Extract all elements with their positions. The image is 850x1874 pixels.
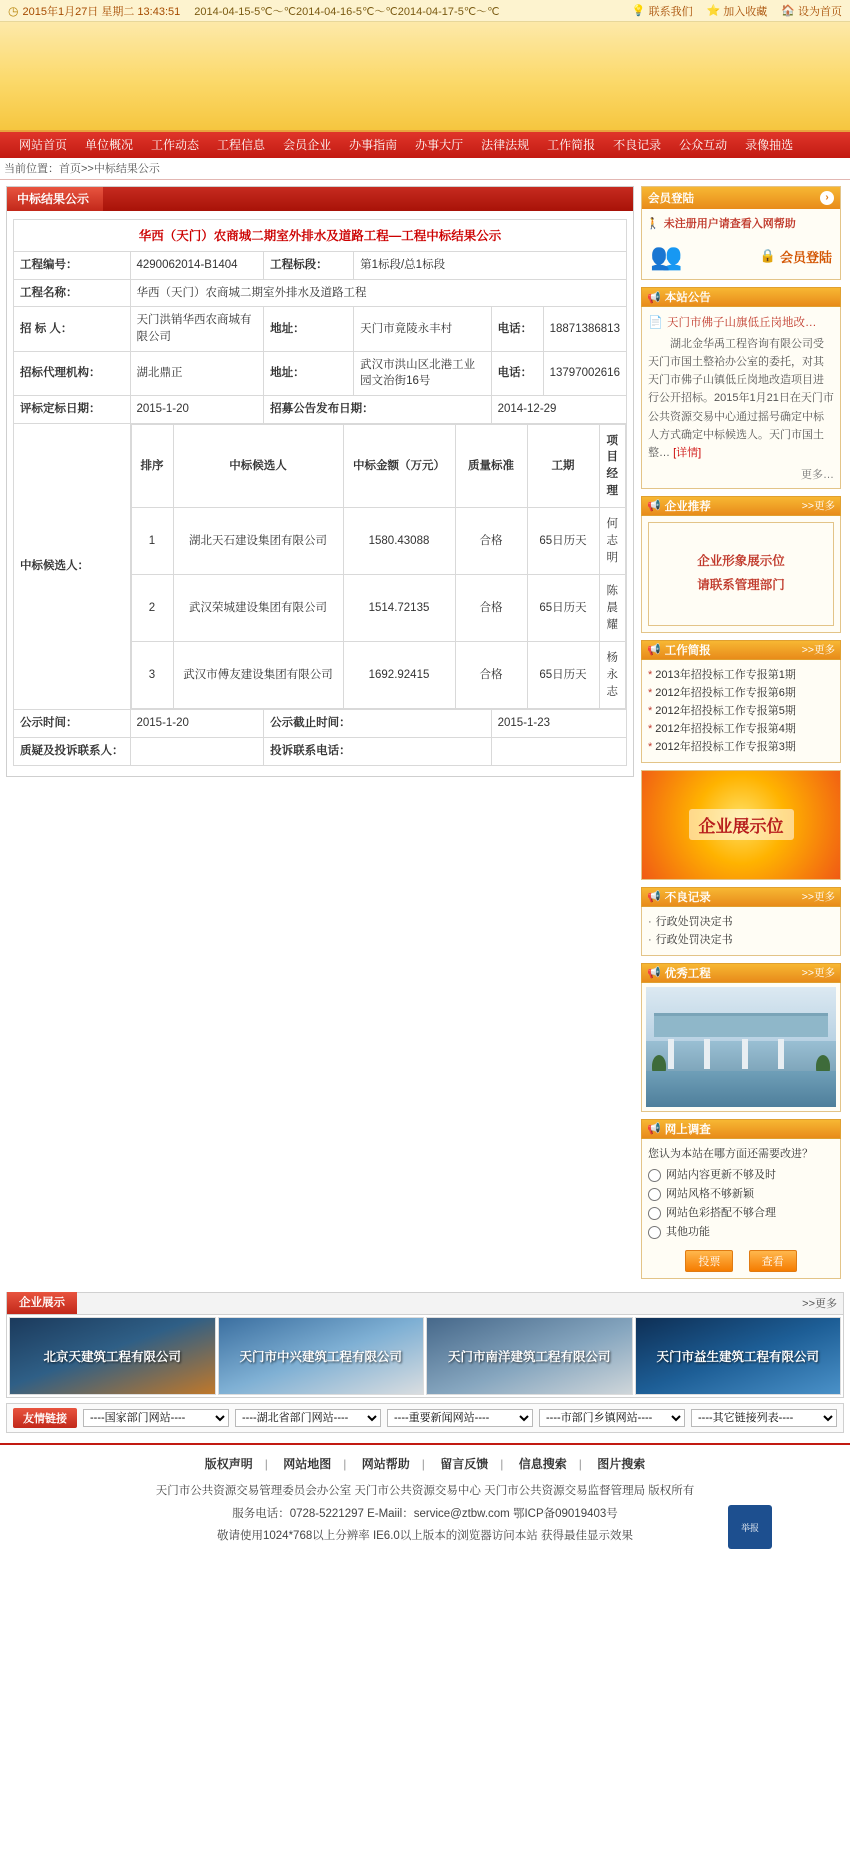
bad-record-more[interactable]: >>更多 — [801, 891, 835, 904]
cell-amount: 1514.72135 — [343, 575, 455, 642]
login-main-row — [642, 237, 840, 279]
enterprise-banner-4[interactable] — [635, 1317, 842, 1395]
project-name-label: 工程名称： — [14, 279, 131, 307]
bad-record-module — [641, 887, 841, 956]
divider: | — [421, 1456, 425, 1471]
footer-browser-line: 敬请使用1024*768以上分辨率 IE6.0以上版本的浏览器访问本站 获得最佳显示效果 — [217, 1530, 633, 1543]
cell-quality: 合格 — [455, 508, 527, 575]
poll-option-1[interactable] — [648, 1166, 834, 1185]
work-bulletin-header — [641, 640, 841, 660]
nav-item-video-selection[interactable]: 录像抽选 — [745, 138, 794, 152]
company-recommend-title: 企业推荐 — [664, 500, 711, 513]
bad-record-title: 不良记录 — [664, 891, 711, 904]
friend-links-select-other[interactable] — [691, 1409, 837, 1427]
star-icon: * — [648, 668, 653, 681]
photo-column — [668, 1039, 674, 1069]
view-results-button[interactable]: 查看 — [749, 1250, 797, 1272]
cell-candidate: 湖北天石建设集团有限公司 — [173, 508, 343, 575]
speaker-icon: 📢 — [647, 500, 661, 513]
table-row — [131, 575, 626, 642]
complaint-tel-value — [491, 738, 626, 766]
footer-link-copyright[interactable]: 版权声明 — [204, 1456, 253, 1471]
speaker-icon: 📢 — [647, 644, 661, 657]
divider: | — [578, 1456, 582, 1471]
report-badge-label: 举报 — [740, 1522, 759, 1533]
friend-links-bar — [6, 1403, 844, 1433]
candidate-table — [131, 424, 627, 710]
bad-record-item-label: 行政处罚决定书 — [655, 915, 733, 928]
poll-buttons — [648, 1242, 834, 1272]
main-navigation — [0, 132, 850, 158]
nav-item-member-companies[interactable]: 会员企业 — [283, 138, 332, 152]
friend-links-select-city[interactable] — [539, 1409, 685, 1427]
eval-date-label: 评标定标日期： — [14, 396, 131, 424]
company-recommend-header — [641, 496, 841, 516]
login-header — [642, 187, 840, 209]
work-bulletin-body — [641, 660, 841, 763]
deadline-label: 公示截止时间： — [264, 710, 492, 738]
login-box — [641, 186, 841, 280]
bad-record-item-label: 行政处罚决定书 — [655, 933, 733, 946]
agent-tel-value: 13797002616 — [543, 351, 626, 395]
work-bulletin-more[interactable]: >>更多 — [801, 644, 835, 657]
result-panel — [6, 186, 634, 777]
bulletin-item-label: 2012年招投标工作专报第3期 — [655, 740, 796, 753]
bullet-icon: · — [648, 933, 652, 946]
chevron-right-icon[interactable]: › — [820, 191, 834, 205]
section-label: 工程标段： — [264, 252, 354, 280]
bidder-address-value: 天门市竟陵永丰村 — [354, 307, 492, 351]
poll-question: 您认为本站在哪方面还需要改进？ — [648, 1147, 813, 1160]
notice-text — [648, 335, 834, 462]
project-name-value: 华西（天门）农商城二期室外排水及道路工程 — [130, 279, 627, 307]
cell-candidate: 武汉市傅友建设集团有限公司 — [173, 642, 343, 709]
cell-duration: 65日历天 — [527, 508, 599, 575]
speaker-icon: 📢 — [647, 967, 661, 980]
cell-amount: 1580.43088 — [343, 508, 455, 575]
poll-option-3[interactable] — [648, 1204, 834, 1223]
list-item[interactable] — [648, 702, 834, 720]
table-row — [14, 710, 627, 738]
agent-address-value: 武汉市洪山区北港工业园文治街16号 — [354, 351, 492, 395]
bidder-tel-value: 18871386813 — [543, 307, 626, 351]
eval-date-value: 2015-1-20 — [130, 396, 264, 424]
footer-contact-line: 服务电话：0728-5221297 E-Maiil：service@ztbw.com 鄂ICP备09019403号 — [232, 1507, 618, 1520]
table-row — [14, 396, 627, 424]
speaker-icon: 📢 — [647, 891, 661, 904]
enterprise-banner-1[interactable] — [9, 1317, 216, 1395]
set-homepage-link[interactable] — [781, 3, 842, 19]
poll-radio-4[interactable] — [648, 1226, 661, 1239]
footer-links — [0, 1455, 850, 1472]
excellent-project-header — [641, 963, 841, 983]
table-row — [131, 642, 626, 709]
notice-text-content: 湖北金华禹工程咨询有限公司受天门市国土整袷办公室的委托，对其天门市佛子山镇低丘岗地改造项目进行公开招标。2015年1月21日在天门市公共资源交易中心通过摇号确定中标人方式确定中标候选人。天门市国土整… — [648, 338, 834, 459]
publish-time-value: 2015-1-20 — [130, 710, 264, 738]
work-bulletin-module — [641, 640, 841, 763]
enterprise-banner-2[interactable] — [218, 1317, 425, 1395]
result-panel-body — [7, 211, 633, 776]
company-showcase-banner[interactable] — [641, 770, 841, 880]
promo-placeholder[interactable] — [648, 522, 834, 626]
document-title: 华西（天门）农商城二期室外排水及道路工程—工程中标结果公示 — [13, 219, 627, 251]
result-panel-tab: 中标结果公示 — [7, 187, 103, 211]
agent-value: 湖北鼎正 — [130, 351, 264, 395]
list-item[interactable] — [648, 684, 834, 702]
enterprise-showcase — [6, 1292, 844, 1398]
list-item[interactable] — [648, 666, 834, 684]
agent-address-label: 地址： — [264, 351, 354, 395]
nav-item-home[interactable]: 网站首页 — [19, 138, 68, 152]
top-bar — [0, 0, 850, 22]
col-quality: 质量标准 — [455, 424, 527, 508]
promo-line-2: 请联系管理部门 — [697, 577, 785, 592]
agent-tel-label: 电话： — [491, 351, 543, 395]
excellent-project-module — [641, 963, 841, 1112]
poll-option-4[interactable] — [648, 1223, 834, 1242]
nav-item-guide[interactable]: 办事指南 — [349, 138, 398, 152]
footer-link-feedback[interactable]: 留言反馈 — [440, 1456, 489, 1471]
speaker-icon: 📢 — [647, 1123, 661, 1136]
list-item[interactable] — [648, 720, 834, 738]
cell-candidate: 武汉荣城建设集团有限公司 — [173, 575, 343, 642]
person-icon: 🚶 — [646, 217, 660, 230]
poll-option-1-label: 网站内容更新不够及时 — [666, 1168, 776, 1181]
cell-manager: 陈晨耀 — [599, 575, 626, 642]
section-value: 第1标段/总1标段 — [354, 252, 627, 280]
poll-option-3-label: 网站色彩搭配不够合理 — [666, 1206, 776, 1219]
current-datetime: 2015年1月27日 星期二 13:43:51 — [22, 5, 181, 18]
friend-links-title: 友情链接 — [13, 1408, 77, 1428]
nav-item-project-info[interactable]: 工程信息 — [217, 138, 266, 152]
poll-radio-3[interactable] — [648, 1207, 661, 1220]
company-recommend-more[interactable]: >>更多 — [801, 500, 835, 513]
home-icon: 🏠 — [781, 5, 795, 17]
notice-headline: 天门市佛子山旗低丘岗地改… — [666, 317, 817, 329]
doc-icon: 📄 — [648, 315, 663, 329]
star-icon: ⭐ — [706, 5, 721, 17]
enterprise-showcase-title: 企业展示 — [7, 1292, 77, 1314]
contact-us-label: 联系我们 — [648, 5, 693, 18]
table-row — [14, 307, 627, 351]
nav-item-bad-record[interactable]: 不良记录 — [613, 138, 662, 152]
list-item[interactable] — [648, 931, 834, 949]
deadline-value: 2015-1-23 — [491, 710, 626, 738]
poll-option-2-label: 网站风格不够新颖 — [666, 1187, 754, 1200]
result-panel-header — [7, 187, 633, 211]
vote-button[interactable]: 投票 — [685, 1250, 733, 1272]
enterprise-showcase-body — [7, 1315, 843, 1397]
bulletin-list — [648, 666, 834, 756]
enterprise-banner-3-label: 天门市南洋建筑工程有限公司 — [447, 1349, 611, 1364]
star-icon: * — [648, 740, 653, 753]
lock-icon: 🔒 — [759, 248, 776, 263]
main-column — [6, 186, 634, 777]
excellent-project-body — [641, 983, 841, 1112]
bidder-address-label: 地址： — [264, 307, 354, 351]
cell-duration: 65日历天 — [527, 575, 599, 642]
avatar: 👥 — [650, 241, 683, 271]
cell-rank: 1 — [131, 508, 173, 575]
sidebar — [641, 186, 841, 1286]
bad-record-body — [641, 907, 841, 956]
enterprise-banner-1-label: 北京天建筑工程有限公司 — [43, 1349, 181, 1364]
bid-info-table — [13, 251, 627, 766]
agent-label: 招标代理机构： — [14, 351, 131, 395]
complaint-person-value — [130, 738, 264, 766]
cell-duration: 65日历天 — [527, 642, 599, 709]
notice-date-value: 2014-12-29 — [491, 396, 626, 424]
project-no-label: 工程编号： — [14, 252, 131, 280]
star-icon: * — [648, 704, 653, 717]
cell-rank: 3 — [131, 642, 173, 709]
star-icon: * — [648, 722, 653, 735]
publish-time-label: 公示时间： — [14, 710, 131, 738]
enterprise-banner-4-label: 天门市益生建筑工程有限公司 — [656, 1349, 819, 1364]
contact-us-link[interactable] — [632, 3, 693, 19]
speaker-icon: 📢 — [647, 291, 661, 304]
bulletin-item-label: 2012年招投标工作专报第5期 — [655, 704, 796, 717]
friend-links-select-provincial[interactable] — [235, 1409, 381, 1427]
bulletin-item-label: 2012年招投标工作专报第4期 — [655, 722, 796, 735]
nav-item-public-interaction[interactable]: 公众互动 — [679, 138, 728, 152]
table-row — [14, 738, 627, 766]
online-poll-body — [641, 1139, 841, 1279]
friend-links-select-news[interactable] — [387, 1409, 533, 1427]
enterprise-showcase-more[interactable]: >>更多 — [802, 1298, 837, 1311]
col-candidate: 中标候选人 — [173, 424, 343, 508]
table-row — [131, 508, 626, 575]
site-notice-module — [641, 287, 841, 489]
bulletin-item-label: 2013年招投标工作专报第1期 — [655, 668, 796, 681]
content-area — [0, 180, 850, 1286]
cell-quality: 合格 — [455, 642, 527, 709]
bulletin-item-label: 2012年招投标工作专报第6期 — [655, 686, 796, 699]
online-poll-module — [641, 1119, 841, 1279]
bad-record-list — [648, 913, 834, 949]
project-photo — [646, 987, 836, 1107]
excellent-project-more[interactable]: >>更多 — [801, 967, 835, 980]
poll-radio-1[interactable] — [648, 1169, 661, 1182]
notice-date-label: 招募公告发布日期： — [264, 396, 492, 424]
weather-strip: 2014-04-15-5℃～℃2014-04-16-5℃～℃2014-04-17-5℃～℃ — [194, 5, 500, 18]
notice-headline-row[interactable] — [648, 313, 834, 335]
nav-item-about[interactable]: 单位概况 — [85, 138, 134, 152]
table-row — [14, 279, 627, 307]
site-banner — [0, 22, 850, 132]
photo-water — [646, 1071, 836, 1107]
promo-line-1: 企业形象展示位 — [697, 554, 785, 569]
complaint-person-label: 质疑及投诉联系人： — [14, 738, 131, 766]
photo-roof — [654, 1013, 828, 1037]
footer-link-sitemap[interactable]: 网站地图 — [283, 1456, 332, 1471]
cell-manager: 杨永志 — [599, 642, 626, 709]
company-recommend-module — [641, 496, 841, 633]
bidder-value: 天门洪销华西农商城有限公司 — [130, 307, 264, 351]
online-poll-header — [641, 1119, 841, 1139]
enterprise-showcase-header — [7, 1293, 843, 1315]
login-button-label: 会员登陆 — [779, 249, 832, 265]
candidates-cell — [130, 423, 627, 710]
friend-links-select-national[interactable] — [83, 1409, 229, 1427]
excellent-project-title: 优秀工程 — [664, 967, 711, 980]
enterprise-banner-2-label: 天门市中兴建筑工程有限公司 — [239, 1349, 402, 1364]
clock-icon: ◷ — [8, 3, 19, 18]
company-recommend-body — [641, 516, 841, 633]
member-login-module — [641, 186, 841, 280]
site-footer — [0, 1443, 850, 1563]
cell-manager: 何志明 — [599, 508, 626, 575]
table-row — [14, 423, 627, 710]
list-item[interactable] — [648, 913, 834, 931]
nav-item-bulletin[interactable]: 工作简报 — [547, 138, 596, 152]
project-no-value: 4290062014-B1404 — [130, 252, 264, 280]
report-badge-icon[interactable] — [728, 1505, 772, 1549]
poll-option-4-label: 其他功能 — [666, 1225, 710, 1238]
nav-item-work-news[interactable]: 工作动态 — [151, 138, 200, 152]
col-amount: 中标金额（万元） — [343, 424, 455, 508]
login-button[interactable] — [760, 247, 832, 266]
breadcrumb: 当前位置：首页>>中标结果公示 — [0, 158, 850, 180]
add-favorite-label: 加入收藏 — [723, 5, 768, 18]
table-row — [14, 252, 627, 280]
set-homepage-label: 设为首页 — [798, 5, 842, 18]
showcase-label: 企业展示位 — [689, 809, 794, 840]
poll-option-2[interactable] — [648, 1185, 834, 1204]
enterprise-banner-3[interactable] — [426, 1317, 633, 1395]
login-title: 会员登陆 — [648, 193, 694, 205]
photo-column — [742, 1039, 748, 1069]
col-duration: 工期 — [527, 424, 599, 508]
bidder-label: 招 标 人： — [14, 307, 131, 351]
complaint-tel-label: 投诉联系电话： — [264, 738, 492, 766]
cell-amount: 1692.92415 — [343, 642, 455, 709]
star-icon: * — [648, 686, 653, 699]
notice-more-link[interactable]: 更多… — [801, 468, 834, 481]
footer-link-help[interactable]: 网站帮助 — [361, 1456, 410, 1471]
nav-item-laws[interactable]: 法律法规 — [481, 138, 530, 152]
login-help-row[interactable] — [642, 209, 840, 237]
showcase-graphic — [641, 770, 841, 880]
add-favorite-link[interactable] — [707, 3, 768, 19]
bidder-tel-label: 电话： — [491, 307, 543, 351]
work-bulletin-title: 工作简报 — [664, 644, 711, 657]
bulb-icon: 💡 — [631, 5, 646, 17]
bullet-icon: · — [648, 915, 652, 928]
notice-detail-link[interactable]: [详情] — [673, 446, 702, 459]
bad-record-header — [641, 887, 841, 907]
poll-radio-2[interactable] — [648, 1188, 661, 1201]
site-notice-header — [641, 287, 841, 307]
table-row — [14, 351, 627, 395]
divider: | — [343, 1456, 347, 1471]
footer-link-image-search[interactable]: 图片搜索 — [597, 1456, 646, 1471]
photo-column — [778, 1039, 784, 1069]
col-rank: 排序 — [131, 424, 173, 508]
cell-rank: 2 — [131, 575, 173, 642]
photo-column — [704, 1039, 710, 1069]
footer-copyright-line: 天门市公共资源交易管理委员会办公室 天门市公共资源交易中心 天门市公共资源交易监督管理局 版权所有 — [155, 1484, 695, 1497]
divider: | — [500, 1456, 504, 1471]
divider: | — [264, 1456, 268, 1471]
site-notice-body — [641, 307, 841, 489]
table-header-row — [131, 424, 626, 508]
online-poll-title: 网上调查 — [664, 1123, 711, 1136]
cell-quality: 合格 — [455, 575, 527, 642]
login-help-text: 未注册用户请查看入网帮助 — [663, 218, 796, 230]
col-manager: 项目经理 — [599, 424, 626, 508]
candidates-label: 中标候选人： — [14, 423, 131, 710]
list-item[interactable] — [648, 738, 834, 756]
footer-link-info-search[interactable]: 信息搜索 — [518, 1456, 567, 1471]
nav-item-service-hall[interactable]: 办事大厅 — [415, 138, 464, 152]
site-notice-title: 本站公告 — [664, 292, 711, 304]
